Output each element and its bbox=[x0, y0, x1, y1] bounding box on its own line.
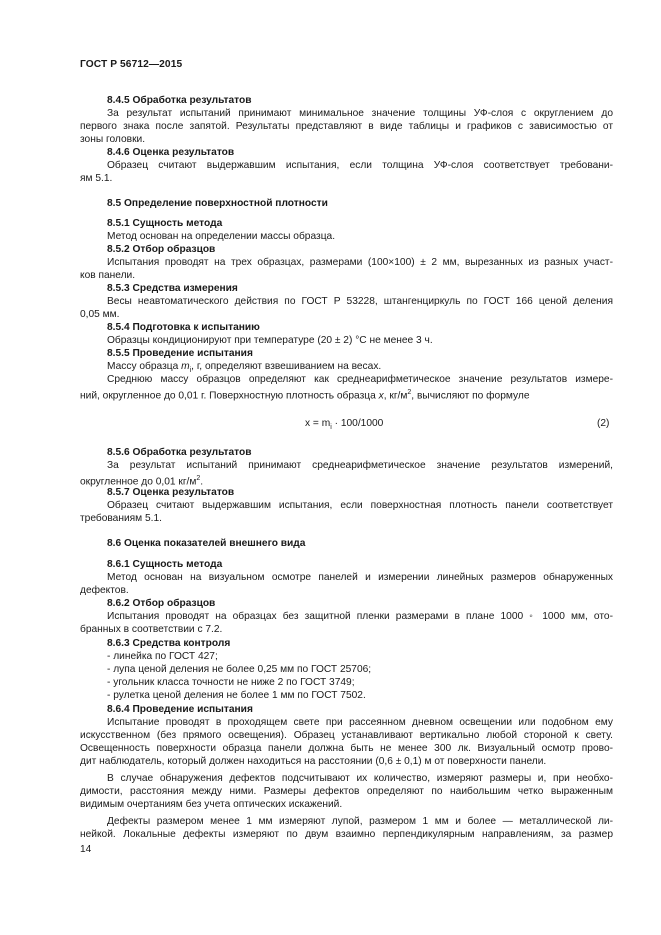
section-heading: 8.5.6 Обработка результатов bbox=[107, 447, 252, 458]
text-line: Среднюю массу образцов определяют как среднеарифметическое значение результатов измере- bbox=[107, 374, 613, 385]
page-number: 14 bbox=[80, 844, 92, 855]
text-line: ям 5.1. bbox=[80, 173, 113, 184]
text-line: Массу образца $m_i$, г, определяют взвешиванием на весах. bbox=[107, 361, 382, 375]
text-line: Дефекты размером менее 1 мм измеряют лупой, размером 1 мм и более — металлической ли- bbox=[107, 816, 613, 827]
text-line: зоны головки. bbox=[80, 134, 146, 145]
text-line: дефектов. bbox=[80, 585, 129, 596]
text-line: Образец считают выдержавшим испытания, если поверхностная плотность панели соответствует bbox=[107, 500, 613, 511]
section-heading: 8.5.5 Проведение испытания bbox=[107, 348, 253, 359]
section-heading: 8.4.5 Обработка результатов bbox=[107, 95, 252, 106]
text-line: Испытания проводят на трех образцах, размерами (100×100) ± 2 мм, вырезанных из разных участ- bbox=[107, 257, 613, 268]
text-line: За результат испытаний принимают минимальное значение толщины УФ-слоя с округлением до bbox=[107, 108, 613, 119]
section-heading: 8.4.6 Оценка результатов bbox=[107, 147, 235, 158]
section-heading: 8.6.1 Сущность метода bbox=[107, 559, 223, 570]
text-line: Образец считают выдержавшим испытания, если толщина УФ-слоя соответствует требовани- bbox=[107, 160, 613, 171]
text-line: В случае обнаружения дефектов подсчитывают их количество, измеряют размеры и, при необхо- bbox=[107, 773, 613, 784]
section-heading: 8.5.2 Отбор образцов bbox=[107, 244, 216, 255]
section-heading: 8.5.3 Средства измерения bbox=[107, 283, 238, 294]
text-line: требованиям 5.1. bbox=[80, 513, 163, 524]
text-line: видимым очертаниям без учета оптических искажений. bbox=[80, 799, 343, 810]
text-line: Испытание проводят в проходящем свете при рассеянном дневном освещении или подобном ему bbox=[107, 717, 613, 728]
text-line: 0,05 мм. bbox=[80, 309, 120, 320]
text-line: Метод основан на определении массы образца. bbox=[107, 231, 336, 242]
section-heading: 8.5.7 Оценка результатов bbox=[107, 487, 235, 498]
text-line: нейкой. Локальные дефекты измеряют по двум взаимно перпендикулярным направлениям, за размер bbox=[80, 829, 613, 840]
text-line: бранных в соответствии с 7.2. bbox=[80, 624, 223, 635]
text-line: Весы неавтоматического действия по ГОСТ Р 53228, штангенциркуль по ГОСТ 166 ценой деления bbox=[107, 296, 613, 307]
page-header: ГОСТ Р 56712—2015 bbox=[80, 59, 183, 70]
text-line: Образцы кондиционируют при температуре (20 ± 2) °С не менее 3 ч. bbox=[107, 335, 433, 346]
text-line: первого знака после запятой. Результаты представляют в виде таблицы и графиков с зависимостью от bbox=[80, 121, 613, 132]
section-heading: 8.6.2 Отбор образцов bbox=[107, 598, 216, 609]
text-line: ний, округленное до 0,01 г. Поверхностную плотность образца x, $кг/м^2$, вычисляют по формуле bbox=[80, 389, 530, 402]
text-line: Метод основан на визуальном осмотре панелей и измерении линейных размеров обнаруженных bbox=[107, 572, 613, 583]
text-line: - рулетка ценой деления не более 1 мм по ГОСТ 7502. bbox=[107, 690, 366, 701]
text-line: - лупа ценой деления не более 0,25 мм по ГОСТ 25706; bbox=[107, 664, 372, 675]
text-line: дит наблюдатель, который должен находиться на расстоянии (0,6 ± 0,1) м от поверхности панели. bbox=[80, 756, 547, 767]
section-heading: 8.5.4 Подготовка к испытанию bbox=[107, 322, 260, 333]
text-line: За результат испытаний принимают среднеарифметическое значение результатов измерений, bbox=[107, 460, 613, 471]
section-heading: 8.5 Определение поверхностной плотности bbox=[107, 198, 328, 209]
text-line: Освещенность поверхности образца панели должна быть не менее 300 лк. Визуальный осмотр прово- bbox=[80, 743, 613, 754]
formula bbox=[305, 418, 383, 431]
section-heading: 8.6.4 Проведение испытания bbox=[107, 704, 253, 715]
text-line: димости, расстояния между ними. Размеры дефектов определяют по наибольшим четко выраженным bbox=[80, 786, 613, 797]
text-line: Испытания проводят на образцах без защитной пленки размерами в плане 1000 ◦ 1000 мм, ото- bbox=[107, 611, 613, 622]
formula-number: (2) bbox=[597, 418, 610, 429]
text-line: искусственном (без прямого освещения). Образец устанавливают вертикально любой стороной к свету. bbox=[80, 730, 613, 741]
text-line: округленное до 0,01 $кг/м^2$. bbox=[80, 475, 204, 488]
section-heading: 8.6 Оценка показателей внешнего вида bbox=[107, 538, 306, 549]
text-line: ков панели. bbox=[80, 270, 136, 281]
section-heading: 8.5.1 Сущность метода bbox=[107, 218, 223, 229]
text-line: - угольник класса точности не ниже 2 по ГОСТ 3749; bbox=[107, 677, 355, 688]
text-line: - линейка по ГОСТ 427; bbox=[107, 651, 218, 662]
section-heading: 8.6.3 Средства контроля bbox=[107, 638, 231, 649]
formula-expression: $x = m_i \cdot 100/1000$ bbox=[305, 418, 384, 432]
